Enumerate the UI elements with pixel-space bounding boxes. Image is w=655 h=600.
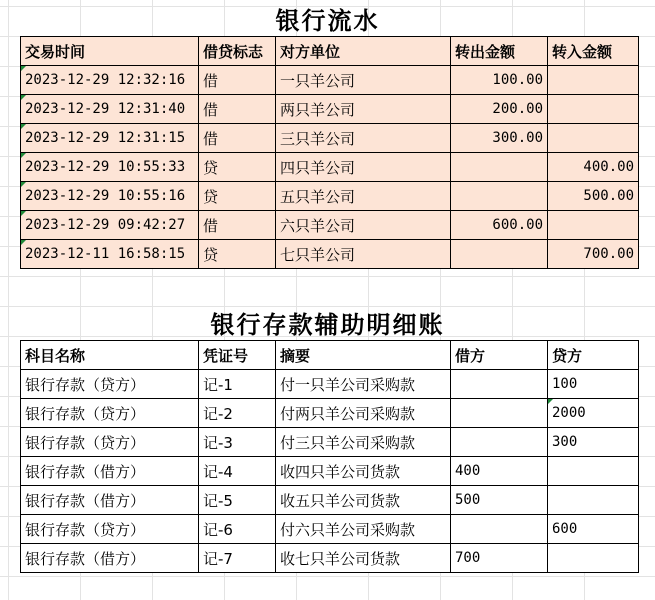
table-cell[interactable] [548, 66, 639, 95]
table-cell[interactable]: 2023-12-29 12:31:15 [21, 124, 199, 153]
table-cell[interactable]: 贷 [199, 240, 276, 269]
table-cell[interactable]: 付一只羊公司采购款 [276, 370, 451, 399]
table-cell[interactable]: 700.00 [548, 240, 639, 269]
table-cell[interactable] [548, 544, 639, 573]
table-cell[interactable]: 500 [451, 486, 548, 515]
table-cell[interactable]: 六只羊公司 [276, 211, 451, 240]
table-cell[interactable] [451, 370, 548, 399]
ledger-table [20, 340, 639, 573]
table-row [21, 544, 639, 573]
table-cell[interactable]: 2023-12-29 09:42:27 [21, 211, 199, 240]
table-cell[interactable]: 五只羊公司 [276, 182, 451, 211]
table-cell[interactable] [548, 457, 639, 486]
table-cell[interactable]: 银行存款（贷方） [21, 515, 199, 544]
table-cell[interactable]: 2023-12-29 10:55:33 [21, 153, 199, 182]
table-cell[interactable]: 400 [451, 457, 548, 486]
table-row [21, 95, 639, 124]
table-header-row [21, 37, 639, 66]
table-cell[interactable]: 400.00 [548, 153, 639, 182]
header-cell[interactable]: 交易时间 [21, 37, 199, 66]
table-cell[interactable]: 200.00 [451, 95, 548, 124]
header-cell[interactable]: 贷方 [548, 341, 639, 370]
table-cell[interactable]: 银行存款（贷方） [21, 370, 199, 399]
table-cell[interactable]: 付两只羊公司采购款 [276, 399, 451, 428]
table-row [21, 240, 639, 269]
header-cell[interactable]: 对方单位 [276, 37, 451, 66]
table-cell[interactable]: 2023-12-29 10:55:16 [21, 182, 199, 211]
table-cell[interactable]: 记-1 [199, 370, 276, 399]
table-row [21, 457, 639, 486]
table-cell[interactable]: 四只羊公司 [276, 153, 451, 182]
table-header-row [21, 341, 639, 370]
header-cell[interactable]: 凭证号 [199, 341, 276, 370]
table-cell[interactable]: 记-5 [199, 486, 276, 515]
table-cell[interactable] [451, 515, 548, 544]
table-cell[interactable]: 银行存款（借方） [21, 544, 199, 573]
ledger-title: 银行存款辅助明细账 [210, 310, 445, 339]
table-row [21, 211, 639, 240]
table-cell[interactable]: 100.00 [451, 66, 548, 95]
table-cell[interactable] [451, 240, 548, 269]
table-row [21, 370, 639, 399]
table-cell[interactable]: 借 [199, 66, 276, 95]
table-cell[interactable]: 七只羊公司 [276, 240, 451, 269]
table-row [21, 515, 639, 544]
table-cell[interactable]: 两只羊公司 [276, 95, 451, 124]
table-row [21, 182, 639, 211]
header-cell[interactable]: 借贷标志 [199, 37, 276, 66]
table-cell[interactable]: 借 [199, 124, 276, 153]
header-cell[interactable]: 借方 [451, 341, 548, 370]
table-row [21, 153, 639, 182]
table-cell[interactable]: 700 [451, 544, 548, 573]
table-cell[interactable]: 600.00 [451, 211, 548, 240]
table-cell[interactable]: 银行存款（借方） [21, 486, 199, 515]
table-cell[interactable]: 2023-12-11 16:58:15 [21, 240, 199, 269]
bank-statement-table [20, 36, 639, 269]
table-row [21, 66, 639, 95]
table-cell[interactable]: 2023-12-29 12:32:16 [21, 66, 199, 95]
table-cell[interactable]: 收七只羊公司货款 [276, 544, 451, 573]
table-cell[interactable] [451, 182, 548, 211]
table-cell[interactable]: 贷 [199, 153, 276, 182]
table-cell[interactable]: 银行存款（贷方） [21, 399, 199, 428]
table-cell[interactable]: 2023-12-29 12:31:40 [21, 95, 199, 124]
table-cell[interactable]: 300.00 [451, 124, 548, 153]
table-row [21, 124, 639, 153]
table-cell[interactable]: 记-6 [199, 515, 276, 544]
table-cell[interactable]: 记-7 [199, 544, 276, 573]
table-row [21, 486, 639, 515]
table-cell[interactable] [548, 95, 639, 124]
table-cell[interactable]: 借 [199, 95, 276, 124]
table-cell[interactable]: 一只羊公司 [276, 66, 451, 95]
table-cell[interactable]: 贷 [199, 182, 276, 211]
table-row [21, 428, 639, 457]
header-cell[interactable]: 转出金额 [451, 37, 548, 66]
table-cell[interactable] [451, 153, 548, 182]
table-cell[interactable] [548, 211, 639, 240]
table-cell[interactable]: 银行存款（贷方） [21, 428, 199, 457]
table-cell[interactable]: 借 [199, 211, 276, 240]
header-cell[interactable]: 科目名称 [21, 341, 199, 370]
table-cell[interactable]: 收五只羊公司货款 [276, 486, 451, 515]
table-cell[interactable]: 100 [548, 370, 639, 399]
table-cell[interactable]: 500.00 [548, 182, 639, 211]
table-cell[interactable]: 2000 [548, 399, 639, 428]
table-cell[interactable]: 600 [548, 515, 639, 544]
header-cell[interactable]: 转入金额 [548, 37, 639, 66]
bank-statement-title: 银行流水 [275, 6, 380, 35]
table-cell[interactable]: 记-4 [199, 457, 276, 486]
table-cell[interactable]: 300 [548, 428, 639, 457]
table-cell[interactable] [548, 124, 639, 153]
table-cell[interactable]: 付三只羊公司采购款 [276, 428, 451, 457]
table-cell[interactable]: 收四只羊公司货款 [276, 457, 451, 486]
table-cell[interactable]: 三只羊公司 [276, 124, 451, 153]
header-cell[interactable]: 摘要 [276, 341, 451, 370]
table-cell[interactable] [451, 428, 548, 457]
table-cell[interactable]: 记-3 [199, 428, 276, 457]
table-row [21, 399, 639, 428]
table-cell[interactable]: 付六只羊公司采购款 [276, 515, 451, 544]
table-cell[interactable]: 银行存款（借方） [21, 457, 199, 486]
table-cell[interactable] [548, 486, 639, 515]
table-cell[interactable]: 记-2 [199, 399, 276, 428]
table-cell[interactable] [451, 399, 548, 428]
